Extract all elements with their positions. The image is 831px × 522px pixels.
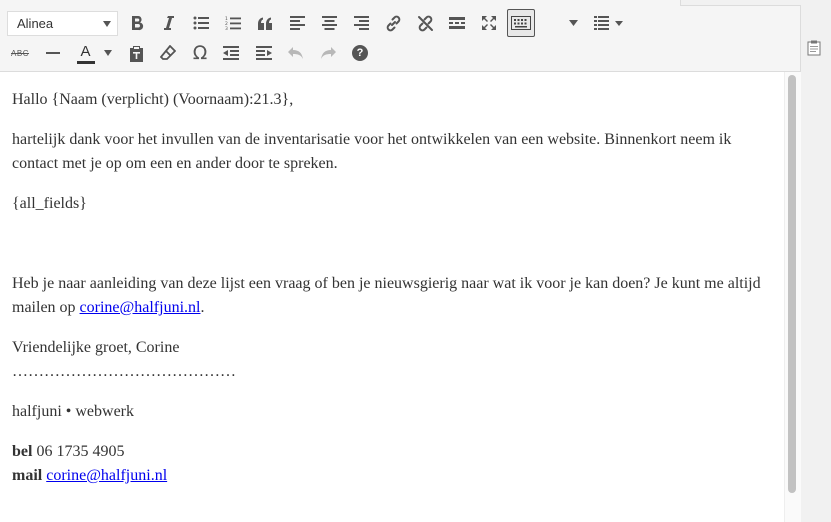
all-fields-placeholder: {all_fields} (12, 195, 87, 212)
svg-text:3: 3 (225, 26, 228, 31)
special-character-button[interactable] (186, 39, 214, 67)
align-center-button[interactable] (315, 9, 343, 37)
unlink-icon (417, 15, 434, 32)
contact-block (12, 440, 772, 488)
clipboard-icon[interactable] (807, 40, 821, 56)
paste-text-icon (129, 45, 144, 62)
help-icon: ? (352, 45, 368, 61)
clear-formatting-button[interactable] (154, 39, 182, 67)
text-color-button[interactable] (72, 39, 116, 67)
link-icon (385, 15, 402, 32)
outdent-button[interactable] (217, 39, 245, 67)
tab-strip (680, 0, 801, 6)
redo-button[interactable] (314, 39, 342, 67)
scrollbar-thumb[interactable] (788, 75, 796, 493)
horizontal-line-button[interactable] (39, 39, 67, 67)
email-link[interactable]: corine@halfjuni.nl (79, 299, 201, 316)
table-icon (594, 16, 624, 30)
phone-number: 06 1735 4905 (32, 443, 125, 460)
more-options-dropdown[interactable] (559, 9, 587, 37)
insert-link-button[interactable] (379, 9, 407, 37)
paste-as-text-button[interactable] (122, 39, 150, 67)
horizontal-line-icon (46, 52, 60, 54)
strikethrough-button[interactable] (6, 39, 34, 67)
outdent-icon (223, 46, 239, 60)
paragraph-contact-end: . (200, 299, 205, 316)
eraser-icon (160, 45, 176, 61)
redo-icon (320, 46, 336, 60)
undo-button[interactable] (282, 39, 310, 67)
numbered-list-icon (225, 16, 241, 31)
paragraph-thanks: hartelijk dank voor het invullen van de inventarisatie voor het ontwikkelen van een website. Binnenkort neem ik contact met je op om een en ander door te spreken. (12, 131, 732, 172)
align-center-icon (322, 16, 337, 30)
paragraph-contact-text: Heb je naar aanleiding van deze lijst een vraag of ben je nieuwsgierig naar wat ik voor je kan doen? Je kunt me altijd mailen op (12, 275, 761, 316)
text-color-icon: A (77, 43, 112, 64)
editor-content[interactable] (0, 72, 784, 522)
italic-button[interactable] (155, 9, 183, 37)
vertical-scrollbar[interactable] (784, 72, 801, 522)
indent-icon (256, 46, 272, 60)
closing-line: Vriendelijke groet, Corine (12, 339, 180, 356)
align-left-button[interactable] (283, 9, 311, 37)
keyboard-icon (511, 16, 531, 30)
mail-label: mail (12, 467, 43, 484)
fullscreen-icon (481, 15, 497, 31)
unlink-button[interactable] (411, 9, 439, 37)
editor-toolbar (0, 0, 800, 72)
format-select[interactable] (7, 11, 118, 36)
bold-button[interactable] (123, 9, 151, 37)
paragraph-contact (12, 272, 772, 320)
numbered-list-button[interactable] (219, 9, 247, 37)
toolbar-toggle-button[interactable] (507, 9, 535, 37)
chevron-down-icon (569, 20, 578, 26)
undo-icon (288, 46, 304, 60)
company-line: halfjuni • webwerk (12, 403, 135, 420)
align-left-icon (290, 16, 305, 30)
dotted-divider: …………………………………… (12, 363, 236, 380)
chevron-down-icon (103, 21, 111, 27)
help-button[interactable] (346, 39, 374, 67)
strikethrough-icon: ABC (11, 48, 29, 58)
email-link-footer[interactable]: corine@halfjuni.nl (46, 467, 168, 484)
bullet-list-icon (193, 16, 209, 30)
table-button[interactable] (590, 9, 628, 37)
italic-icon (163, 15, 175, 31)
read-more-button[interactable] (443, 9, 471, 37)
align-right-button[interactable] (347, 9, 375, 37)
bold-icon (130, 15, 144, 31)
svg-text:1: 1 (225, 16, 228, 22)
closing-block (12, 336, 772, 384)
fullscreen-button[interactable] (475, 9, 503, 37)
svg-text:2: 2 (225, 21, 228, 27)
omega-icon: Ω (192, 42, 208, 64)
read-more-icon (449, 17, 465, 29)
bullet-list-button[interactable] (187, 9, 215, 37)
align-right-icon (354, 16, 369, 30)
blockquote-button[interactable] (251, 9, 279, 37)
indent-button[interactable] (250, 39, 278, 67)
greeting-line: Hallo {Naam (verplicht) (Voornaam):21.3}, (12, 91, 294, 108)
blockquote-icon (257, 17, 273, 30)
empty-paragraph (12, 232, 772, 256)
format-select-value: Alinea (17, 16, 54, 31)
bel-label: bel (12, 443, 33, 460)
